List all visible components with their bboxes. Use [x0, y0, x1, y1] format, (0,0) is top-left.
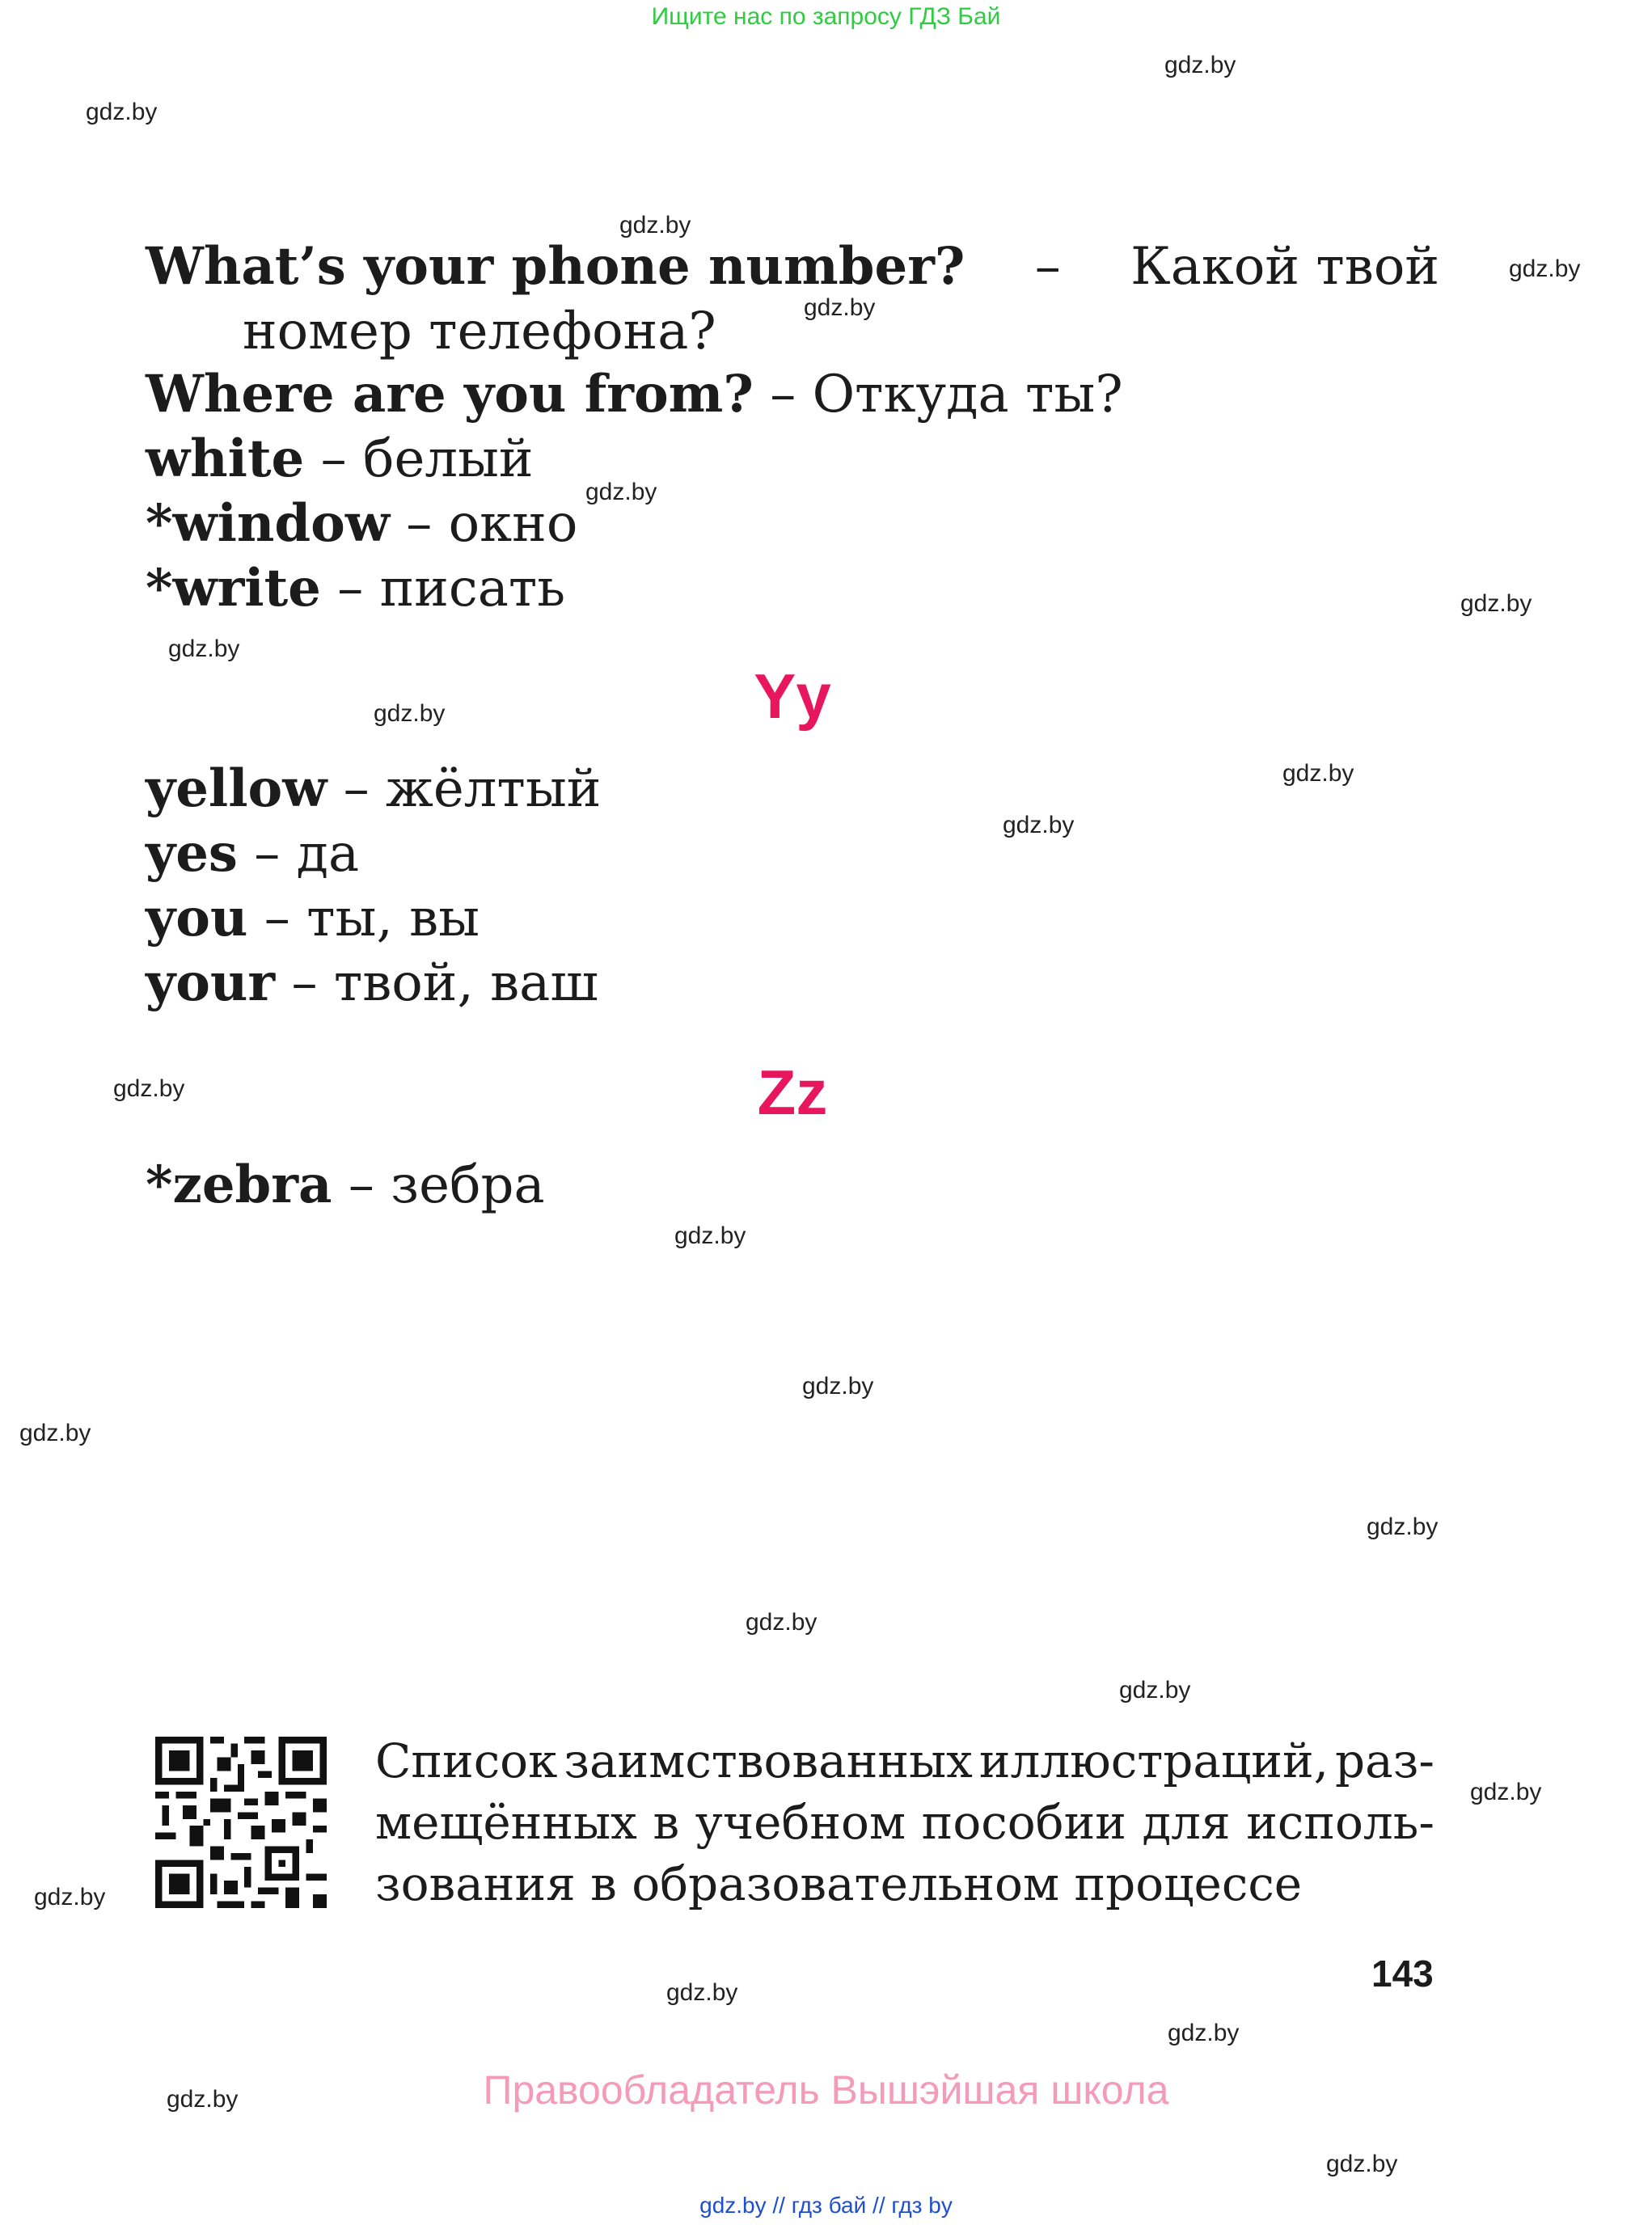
watermark: gdz.by — [1509, 255, 1581, 282]
watermark: gdz.by — [86, 99, 158, 125]
top-banner[interactable]: Ищите нас по запросу ГДЗ Бай — [651, 3, 1001, 30]
word: заимствованных — [564, 1733, 973, 1788]
entry-term: yellow — [146, 758, 327, 819]
copyright-holder: Правообладатель Вышэйшая школа — [483, 2067, 1169, 2113]
watermark: gdz.by — [1003, 812, 1075, 838]
entry-term: *window — [146, 493, 390, 554]
entry-translation: – твой, ваш — [275, 953, 598, 1013]
entry-translation: – Откуда ты? — [753, 365, 1123, 424]
watermark: gdz.by — [168, 635, 240, 662]
word: Список — [375, 1733, 558, 1788]
dictionary-entry — [146, 1153, 545, 1218]
entry-translation: – белый — [304, 429, 534, 489]
watermark: gdz.by — [1119, 1677, 1191, 1704]
letter-heading-y: Yy — [754, 661, 831, 732]
entry-term: *zebra — [146, 1155, 332, 1215]
watermark: gdz.by — [802, 1373, 874, 1400]
footer-links[interactable]: gdz.by // гдз бай // гдз by — [699, 2193, 953, 2218]
dictionary-entry — [146, 427, 534, 492]
entry-term: Where are you from? — [146, 364, 754, 424]
watermark: gdz.by — [666, 1979, 738, 2006]
watermark: gdz.by — [804, 294, 876, 321]
word: иллюстраций, — [978, 1733, 1329, 1788]
watermark: gdz.by — [1164, 52, 1236, 78]
dictionary-entry — [146, 556, 565, 621]
entry-translation: – жёлтый — [327, 759, 602, 819]
entry-translation: – ты, вы — [247, 889, 480, 948]
word: в — [653, 1795, 680, 1850]
entry-term: yes — [146, 823, 238, 884]
watermark: gdz.by — [113, 1075, 185, 1102]
watermark: gdz.by — [746, 1609, 818, 1636]
entry-term: your — [146, 952, 276, 1013]
dictionary-entry — [146, 492, 577, 556]
watermark: gdz.by — [674, 1222, 746, 1249]
entry-term: white — [146, 429, 305, 489]
borrowed-line-2 — [375, 1792, 1434, 1853]
entry-term: What’s your phone number? — [146, 236, 965, 297]
borrowed-line-1 — [375, 1730, 1434, 1792]
watermark: gdz.by — [1282, 760, 1354, 787]
watermark: gdz.by — [1470, 1779, 1542, 1805]
entry-dash: – — [1034, 237, 1061, 297]
watermark: gdz.by — [1168, 2020, 1240, 2046]
page-number: 143 — [1371, 1953, 1434, 1995]
qr-code-icon[interactable] — [155, 1737, 327, 1908]
entry-translation-continued: номер телефона? — [243, 302, 716, 361]
borrowed-line-3: зования в образовательном процессе — [375, 1856, 1303, 1911]
dictionary-entry — [146, 362, 1123, 427]
entry-translation: – зебра — [332, 1155, 545, 1215]
entry-translation: Какой твой — [1130, 237, 1439, 297]
word: пособии — [921, 1795, 1126, 1850]
watermark: gdz.by — [167, 2086, 239, 2113]
dictionary-entry — [146, 757, 601, 821]
watermark: gdz.by — [1460, 590, 1532, 617]
watermark: gdz.by — [1326, 2151, 1398, 2177]
borrowed-illustrations-link[interactable] — [375, 1730, 1434, 1915]
watermark: gdz.by — [619, 212, 691, 239]
letter-heading-z: Zz — [757, 1057, 828, 1128]
watermark: gdz.by — [19, 1420, 91, 1446]
watermark: gdz.by — [374, 700, 446, 727]
word: для — [1142, 1795, 1231, 1850]
dictionary-entry — [146, 234, 1439, 364]
dictionary-entry — [146, 821, 359, 886]
word: исполь- — [1246, 1795, 1434, 1850]
word: учебном — [695, 1795, 906, 1850]
watermark: gdz.by — [34, 1884, 106, 1910]
dictionary-entry — [146, 951, 598, 1015]
entry-term: *write — [146, 558, 321, 619]
entry-term: you — [146, 888, 248, 948]
watermark: gdz.by — [585, 479, 657, 505]
word: мещённых — [375, 1795, 637, 1850]
watermark: gdz.by — [1367, 1514, 1439, 1540]
word: раз- — [1335, 1733, 1434, 1788]
entry-translation: – окно — [389, 494, 578, 554]
entry-translation: – да — [237, 824, 360, 884]
dictionary-entry — [146, 886, 480, 951]
entry-translation: – писать — [320, 559, 566, 619]
